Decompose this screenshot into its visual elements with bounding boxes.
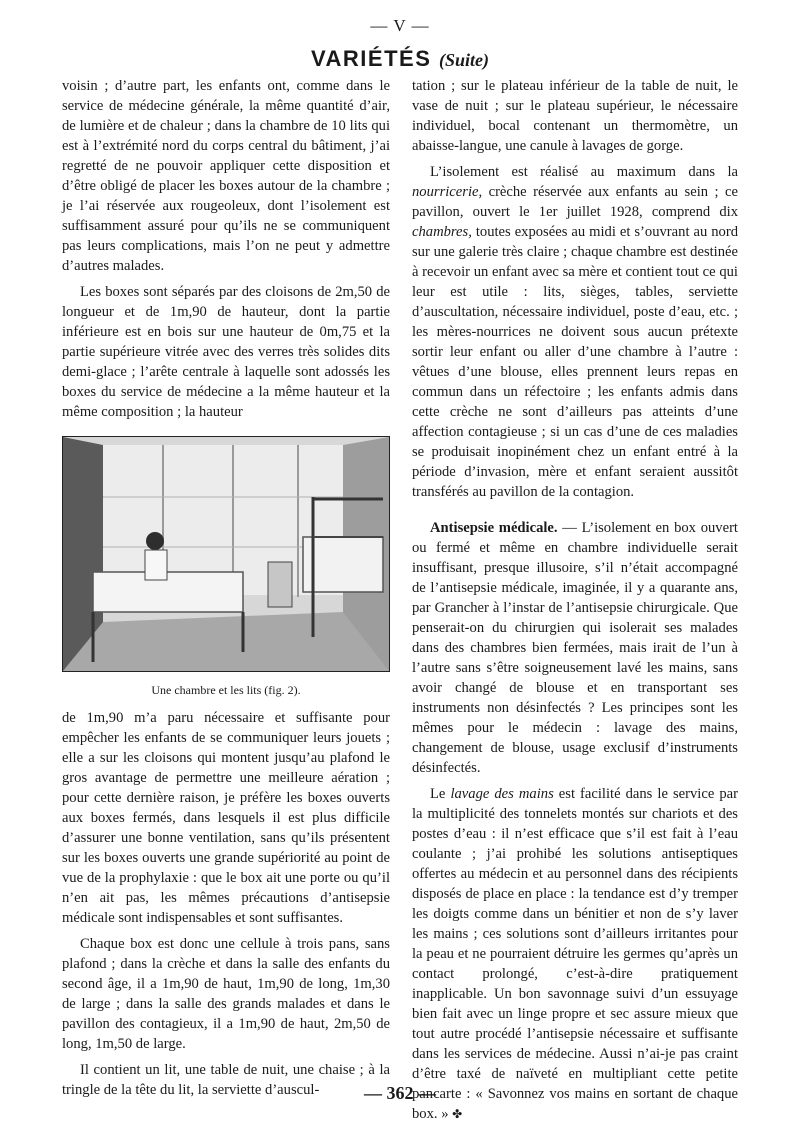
emphasis: chambres, [412,224,472,240]
section-heading-antisepsie: Antisepsie médicale. [430,520,558,536]
figure-caption: Une chambre et les lits (fig. 2). [151,683,301,697]
paragraph [412,162,738,502]
left-column [62,76,390,1100]
paragraph: de 1m,90 m’a paru nécessaire et suffisante pour empêcher les enfants de se communiquer leurs jouets ; elle a sur les cloisons qui montent jusqu’au plafond le gros avantage de permettre une meilleure aération ; pour cette dernière raison, je préfère les boxes ouverts aux boxes fermés, dans lesquels il est plus difficile d’assurer une bonne ventilation, sans qu’ils présentent sur les boxes ouverts une grande supériorité au point de vue de la prophylaxie : que le box ait une porte ou qu’il n’en ait pas, les mêmes précautions d’antisepsie médicale sont indispensables et sont suffisantes. [62,710,390,926]
section-title-suite: (Suite) [439,50,490,70]
paragraph: Les boxes sont séparés par des cloisons de 2m,50 de longueur et de 1m,90 de hauteur, dont la partie inférieure est en bois sur une hauteur de 0m,75 et la partie supérieure vitrée avec des verres très solides dits demi-glace ; l’arête centrale à laquelle sont adossés les boxes du service de médecine a la même hauteur et la même composition ; la hauteur [62,284,390,420]
end-ornament: ✤ [452,1107,463,1121]
paragraph [412,784,738,1124]
paragraph: Chaque box est donc une cellule à trois pans, sans plafond ; dans la crèche et dans la salle des enfants du second âge, il a 1m,90 de haut, 1m,90 de long, 1m,30 de large ; dans la salle des grands malades et dans le pavillon des contagieux, il a 1m,90 de haut, 2m,50 de long, 1m,50 de large. [62,936,390,1052]
page-number: — 362 — [364,1083,436,1103]
figure [62,436,390,698]
paragraph: Il contient un lit, une table de nuit, une chaise ; à la tringle de la tête du lit, la serviette d’auscul- [62,1062,390,1098]
roman-page-header: — V — [370,16,430,35]
paragraph [412,518,738,778]
right-column [412,76,738,1124]
section-title-text: VARIÉTÉS [310,46,432,71]
text-run: toutes exposées au midi et s’ouvrant au nord sur une galerie très claire ; chaque chambre est destinée à recevoir un enfant avec sa mère et contient tout ce qui leur est utile : lits, sièges, tables, serviette d’auscultation, nécessaire individuel, poste d’eau, etc. ; les mères-nourrices ne doivent sous aucun prétexte sortir leur enfant ou aller d’une chambre à l’autre : vêtues d’une blouse, elles prennent leurs repas en commun dans un réfectoire ; les enfants admis dans cette crèche ne sont d’ailleurs pas atteints d’une affection contagieuse ; si un cas d’une de ces maladies se produisait inopinément chez un enfant entré à la période d’invasion, mère et enfant seraient aussitôt transférés au pavillon de la contagion. [412,224,738,500]
hospital-room-illustration [63,437,389,671]
text-run: L’isolement est réalisé au maximum dans la [430,164,738,180]
paragraph: voisin ; d’autre part, les enfants ont, comme dans le service de médecine générale, la même quantité d’air, de lumière et de chaleur ; dans la chambre de 10 lits qui est à l’extrémité nord du corps central du bâtiment, j’ai regretté de ne pouvoir appliquer cette disposition et d’être obligé de placer les boxes autour de la chambre ; je l’ai réservée aux rougeoleux, dont l’isolement est suffisamment assuré pour qu’ils ne se communiquent pas leurs complications, mais l’on ne peut y admettre d’autres malades. [62,78,390,274]
text-run: Le [430,786,451,802]
emphasis: lavage des mains [450,786,554,802]
section-title [0,46,800,72]
paragraph: tation ; sur le plateau inférieur de la table de nuit, le vase de nuit ; sur le plateau supérieur, le nécessaire individuel, bocal contenant un thermomètre, un abaisse-langue, une canule à lavages de gorge. [412,78,738,154]
emphasis: nourricerie, [412,184,483,200]
text-run: est facilité dans le service par la multiplicité des tonnelets montés sur chariots et des postes d’eau : il n’est efficace que s’il est fait à l’eau coulante ; j’ai prohibé les solutions antiseptiques offertes au médecin et au personnel dans des récipients disposés de place en place : la tendance est d’y tremper les doigts comme dans un bénitier et non de s’y laver les mains ; ces solutions sont d’ailleurs irritantes pour la peau et ne pourraient détruire les germes qu’après un contact prolongé, c’est-à-dire pratiquement inapplicable. Un bon savonnage suivi d’un essuyage bien fait avec un linge propre et sec assure mieux que tout autre procédé l’antisepsie nécessaire et suffisante dans les services de médecine. Aussi n’ai-je pas craint d’être taxé de naïveté en multipliant cette petite pancarte : « Savonnez vos mains en sortant de chaque box. » [412,786,738,1122]
hospital-room-photo [62,436,390,672]
text-run: — L’isolement en box ouvert ou fermé et même en chambre individuelle serait insuffisant, presque illusoire, s’il n’était accompagné de l’antisepsie médicale, imaginée, il y a quarante ans, par Grancher à l’instar de l’antisepsie chirurgicale. Que penserait-on du chirurgien qui isolerait ses malades dans des chambres bien fermées, mais irait de l’un à l’autre sans s’être soigneusement lavé les mains, sans avoir changé de blouse et en transportant ses instruments non désinfectés ? Les principes sont les mêmes pour le médecin : lavage des mains, changement de blouse, usage exclusif d’instruments désinfectés. [412,520,738,776]
text-run: crèche réservée aux enfants au sein ; ce pavillon, ouvert le 1er juillet 1928, comprend dix [412,184,738,220]
